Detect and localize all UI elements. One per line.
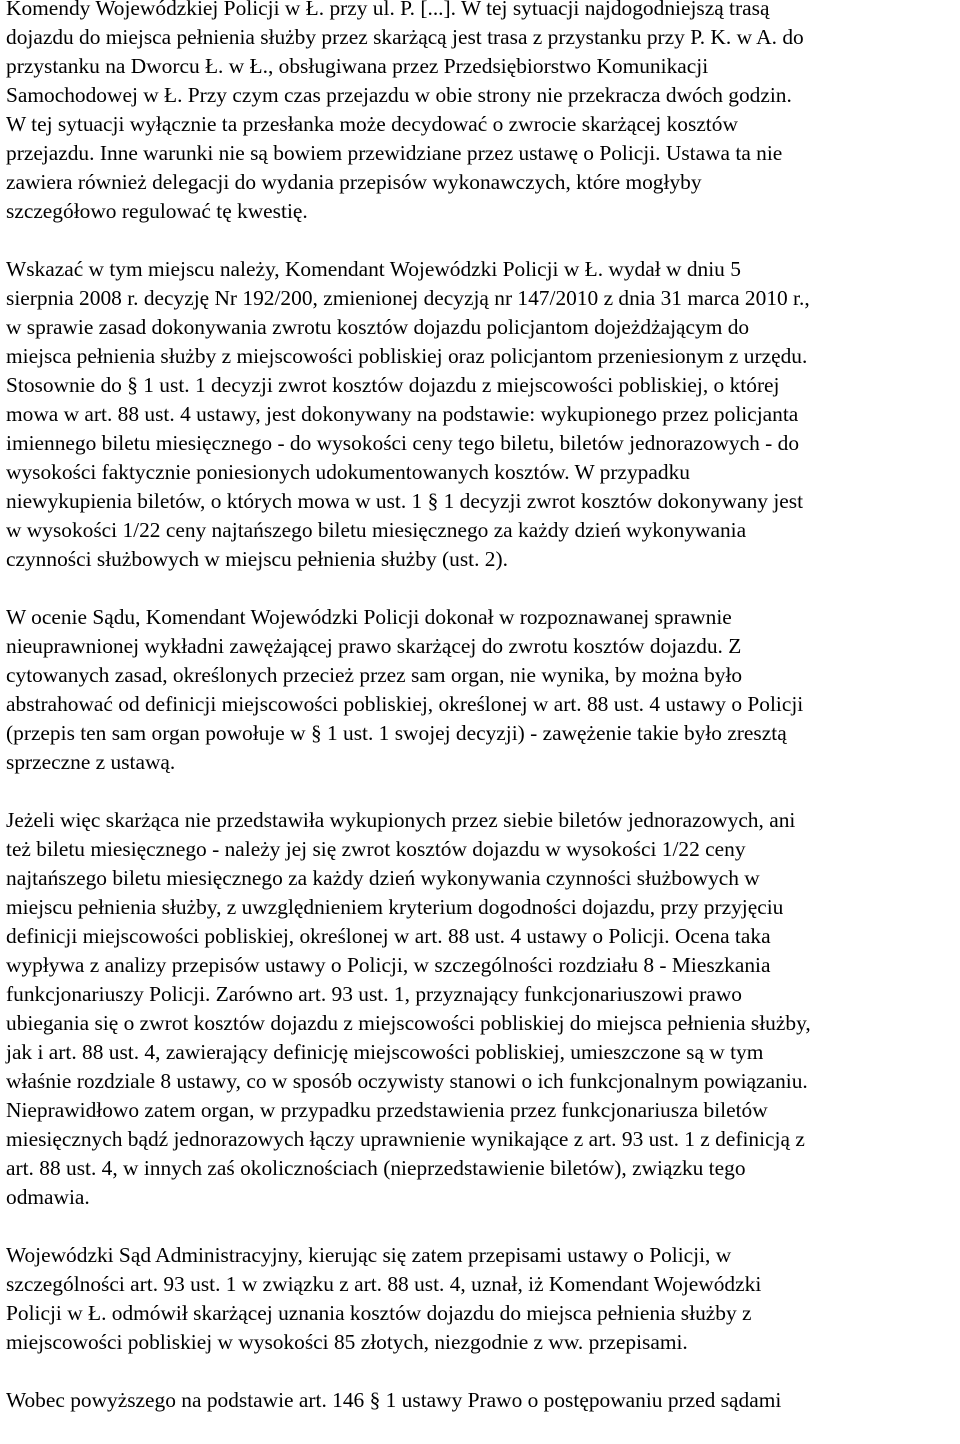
paragraph-4 (6, 806, 960, 1212)
text-line: niewykupienia biletów, o których mowa w ust. 1 § 1 decyzji zwrot kosztów dokonywany jest (6, 489, 804, 513)
text-line: jak i art. 88 ust. 4, zawierający definicję miejscowości pobliskiej, umieszczone są w tym (6, 1040, 764, 1064)
paragraph-2 (6, 255, 960, 574)
text-line: przystanku na Dworcu Ł. w Ł., obsługiwana przez Przedsiębiorstwo Komunikacji (6, 54, 709, 78)
text-line: odmawia. (6, 1185, 90, 1209)
text-line: miejscu pełnienia służby, z uwzględnieniem kryterium dogodności dojazdu, przy przyjęciu (6, 895, 784, 919)
text-line: Wskazać w tym miejscu należy, Komendant Wojewódzki Policji w Ł. wydał w dniu 5 (6, 257, 741, 281)
text-line: cytowanych zasad, określonych przecież przez sam organ, nie wynika, by można było (6, 663, 743, 687)
text-line: Nieprawidłowo zatem organ, w przypadku przedstawienia przez funkcjonariusza biletów (6, 1098, 768, 1122)
text-line: najtańszego biletu miesięcznego za każdy dzień wykonywania czynności służbowych w (6, 866, 760, 890)
text-line: przejazdu. Inne warunki nie są bowiem przewidziane przez ustawę o Policji. Ustawa ta nie (6, 141, 783, 165)
text-line: też biletu miesięcznego - należy jej się zwrot kosztów dojazdu w wysokości 1/22 ceny (6, 837, 746, 861)
text-line: szczególności art. 93 ust. 1 w związku z art. 88 ust. 4, uznał, iż Komendant Wojewódzki (6, 1272, 762, 1296)
text-line: sierpnia 2008 r. decyzję Nr 192/200, zmienionej decyzją nr 147/2010 z dnia 31 marca 2010 r., (6, 286, 810, 310)
text-line: mowa w art. 88 ust. 4 ustawy, jest dokonywany na podstawie: wykupionego przez policjanta (6, 402, 799, 426)
paragraph-3 (6, 603, 960, 777)
text-line: w sprawie zasad dokonywania zwrotu kosztów dojazdu policjantom dojeżdżającym do (6, 315, 750, 339)
text-line: Jeżeli więc skarżąca nie przedstawiła wykupionych przez siebie biletów jednorazowych, ani (6, 808, 796, 832)
text-line: czynności służbowych w miejscu pełnienia służby (ust. 2). (6, 547, 508, 571)
text-line: Wojewódzki Sąd Administracyjny, kierując się zatem przepisami ustawy o Policji, w (6, 1243, 732, 1267)
text-line: definicji miejscowości pobliskiej, określonej w art. 88 ust. 4 ustawy o Policji. Ocena taka (6, 924, 771, 948)
text-line: funkcjonariuszy Policji. Zarówno art. 93 ust. 1, przyznający funkcjonariuszowi prawo (6, 982, 742, 1006)
text-line: Wobec powyższego na podstawie art. 146 § 1 ustawy Prawo o postępowaniu przed sądami (6, 1388, 782, 1412)
text-line: miesięcznych bądź jednorazowych łączy uprawnienie wynikające z art. 93 ust. 1 z definicją z (6, 1127, 805, 1151)
text-line: ubiegania się o zwrot kosztów dojazdu z miejscowości pobliskiej do miejsca pełnienia służby, (6, 1011, 811, 1035)
text-line: wysokości faktycznie poniesionych udokumentowanych kosztów. W przypadku (6, 460, 690, 484)
paragraph-5 (6, 1241, 960, 1357)
text-line: W ocenie Sądu, Komendant Wojewódzki Policji dokonał w rozpoznawanej sprawnie (6, 605, 732, 629)
text-line: Stosownie do § 1 ust. 1 decyzji zwrot kosztów dojazdu z miejscowości pobliskiej, o której (6, 373, 780, 397)
text-line: Komendy Wojewódzkiej Policji w Ł. przy ul. P. [...]. W tej sytuacji najdogodniejszą trasą (6, 0, 770, 20)
text-line: w wysokości 1/22 ceny najtańszego biletu miesięcznego za każdy dzień wykonywania (6, 518, 747, 542)
text-line: szczegółowo regulować tę kwestię. (6, 199, 308, 223)
text-line: Samochodowej w Ł. Przy czym czas przejazdu w obie strony nie przekracza dwóch godzin. (6, 83, 792, 107)
paragraph-6 (6, 1386, 960, 1415)
text-line: miejscowości pobliskiej w wysokości 85 złotych, niezgodnie z ww. przepisami. (6, 1330, 688, 1354)
paragraph-1 (6, 0, 960, 226)
text-line: (przepis ten sam organ powołuje w § 1 ust. 1 swojej decyzji) - zawężenie takie było zresztą (6, 721, 787, 745)
text-line: sprzeczne z ustawą. (6, 750, 176, 774)
text-line: nieuprawnionej wykładni zawężającej prawo skarżącej do zwrotu kosztów dojazdu. Z (6, 634, 742, 658)
text-line: dojazdu do miejsca pełnienia służby przez skarżącą jest trasa z przystanku przy P. K. w A. do (6, 25, 804, 49)
text-line: wypływa z analizy przepisów ustawy o Policji, w szczególności rozdziału 8 - Mieszkania (6, 953, 771, 977)
text-line: Policji w Ł. odmówił skarżącej uznania kosztów dojazdu do miejsca pełnienia służby z (6, 1301, 752, 1325)
text-line: imiennego biletu miesięcznego - do wysokości ceny tego biletu, biletów jednorazowych - do (6, 431, 800, 455)
text-line: art. 88 ust. 4, w innych zaś okolicznościach (nieprzedstawienie biletów), związku tego (6, 1156, 746, 1180)
text-line: miejsca pełnienia służby z miejscowości pobliskiej oraz policjantom przeniesionym z urzędu. (6, 344, 808, 368)
text-line: właśnie rozdziale 8 ustawy, co w sposób oczywisty stanowi o ich funkcjonalnym powiązaniu. (6, 1069, 808, 1093)
text-line: W tej sytuacji wyłącznie ta przesłanka może decydować o zwrocie skarżącej kosztów (6, 112, 738, 136)
text-line: abstrahować od definicji miejscowości pobliskiej, określonej w art. 88 ust. 4 ustawy o Policji (6, 692, 804, 716)
text-line: zawiera również delegacji do wydania przepisów wykonawczych, które mogłyby (6, 170, 702, 194)
